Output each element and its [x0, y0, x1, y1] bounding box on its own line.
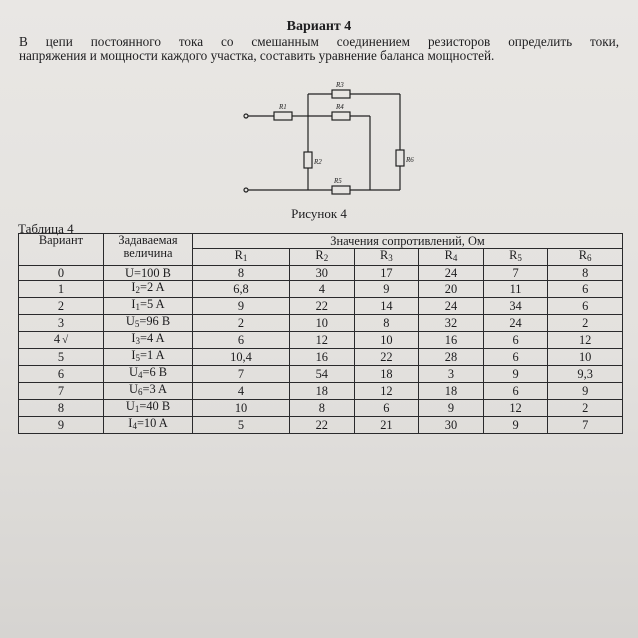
header-r4: $R_4$	[419, 249, 484, 266]
terminal-top	[244, 114, 248, 118]
resistor-r1	[274, 112, 292, 120]
cell-r5: 6	[483, 332, 548, 349]
cell-given: $I_3=4$ A	[104, 332, 193, 349]
cell-variant: 9	[19, 417, 104, 434]
task-line-2: напряжения и мощности каждого участка, составить уравнение баланса мощностей.	[19, 48, 495, 63]
cell-r5: 12	[483, 400, 548, 417]
cell-given: $I_2=2$ A	[104, 281, 193, 298]
cell-r5: 34	[483, 298, 548, 315]
cell-variant: 7	[19, 383, 104, 400]
cell-r4: 30	[419, 417, 484, 434]
cell-r6: 10	[548, 349, 623, 366]
cell-r1: 5	[193, 417, 290, 434]
cell-r6: 6	[548, 281, 623, 298]
table-row	[19, 366, 623, 383]
cell-r5: 24	[483, 315, 548, 332]
cell-r2: 22	[290, 298, 355, 315]
cell-r4: 24	[419, 266, 484, 281]
cell-r6: 12	[548, 332, 623, 349]
cell-r1: 6	[193, 332, 290, 349]
resistor-r6	[396, 150, 404, 166]
cell-r1: 8	[193, 266, 290, 281]
header-r3: $R_3$	[354, 249, 419, 266]
header-variant: Вариант	[19, 234, 104, 266]
cell-r1: 4	[193, 383, 290, 400]
cell-variant: 4 √	[19, 332, 104, 349]
cell-r2: 16	[290, 349, 355, 366]
cell-r5: 7	[483, 266, 548, 281]
cell-given: $I_5=1$ A	[104, 349, 193, 366]
cell-r6: 9,3	[548, 366, 623, 383]
cell-r3: 10	[354, 332, 419, 349]
cell-r5: 9	[483, 366, 548, 383]
variants-table	[18, 233, 623, 434]
label-r2: R2	[314, 158, 322, 166]
cell-given: $I_4=10$ A	[104, 417, 193, 434]
cell-r3: 17	[354, 266, 419, 281]
label-r1: R1	[279, 103, 287, 111]
cell-given: $I_1=5$ A	[104, 298, 193, 315]
check-mark: √	[62, 334, 69, 346]
cell-r2: 22	[290, 417, 355, 434]
cell-variant: 8	[19, 400, 104, 417]
table-caption: Таблица 4	[18, 221, 74, 236]
label-r5: R5	[334, 177, 342, 185]
cell-r3: 8	[354, 315, 419, 332]
cell-r1: 10,4	[193, 349, 290, 366]
cell-r2: 4	[290, 281, 355, 298]
cell-r1: 6,8	[193, 281, 290, 298]
cell-r3: 22	[354, 349, 419, 366]
resistor-r2	[304, 152, 312, 168]
cell-r5: 6	[483, 383, 548, 400]
cell-r3: 12	[354, 383, 419, 400]
label-r3: R3	[336, 81, 344, 89]
cell-r5: 6	[483, 349, 548, 366]
cell-given: $U_5=96$ B	[104, 315, 193, 332]
cell-r1: 9	[193, 298, 290, 315]
task-line-1: В цепи постоянного тока со смешанным соединением резисторов определить токи,	[19, 34, 619, 49]
circuit-diagram	[230, 72, 430, 202]
table-row	[19, 332, 623, 349]
cell-r2: 8	[290, 400, 355, 417]
cell-variant: 5	[19, 349, 104, 366]
header-given: Задаваемая величина	[104, 234, 193, 266]
cell-r3: 6	[354, 400, 419, 417]
cell-r4: 24	[419, 298, 484, 315]
cell-given: U=100 B	[104, 266, 193, 281]
cell-given: $U_1=40$ B	[104, 400, 193, 417]
terminal-bottom	[244, 188, 248, 192]
cell-r4: 18	[419, 383, 484, 400]
cell-r3: 14	[354, 298, 419, 315]
table-row	[19, 383, 623, 400]
cell-r2: 54	[290, 366, 355, 383]
cell-r6: 7	[548, 417, 623, 434]
table-row	[19, 400, 623, 417]
cell-variant: 3	[19, 315, 104, 332]
page-title: Вариант 4	[286, 19, 352, 34]
header-r1: $R_1$	[193, 249, 290, 266]
cell-r3: 21	[354, 417, 419, 434]
cell-r2: 30	[290, 266, 355, 281]
table-row	[19, 349, 623, 366]
cell-r6: 9	[548, 383, 623, 400]
cell-r4: 3	[419, 366, 484, 383]
cell-r3: 18	[354, 366, 419, 383]
cell-r6: 2	[548, 315, 623, 332]
header-resistances: Значения сопротивлений, Ом	[193, 234, 623, 249]
cell-variant: 2	[19, 298, 104, 315]
cell-r4: 28	[419, 349, 484, 366]
table-row	[19, 417, 623, 434]
cell-r2: 12	[290, 332, 355, 349]
cell-r4: 32	[419, 315, 484, 332]
figure-caption: Рисунок 4	[291, 206, 347, 221]
cell-variant: 0	[19, 266, 104, 281]
cell-r4: 20	[419, 281, 484, 298]
header-r5: $R_5$	[483, 249, 548, 266]
table-row	[19, 315, 623, 332]
cell-variant: 6	[19, 366, 104, 383]
cell-r1: 2	[193, 315, 290, 332]
task-text	[19, 35, 619, 63]
table-body	[19, 266, 623, 434]
resistor-r3	[332, 90, 350, 98]
cell-r4: 9	[419, 400, 484, 417]
cell-r3: 9	[354, 281, 419, 298]
header-r6: $R_6$	[548, 249, 623, 266]
table-row	[19, 266, 623, 281]
cell-given: $U_6=3$ A	[104, 383, 193, 400]
cell-r5: 9	[483, 417, 548, 434]
cell-r1: 7	[193, 366, 290, 383]
cell-r1: 10	[193, 400, 290, 417]
cell-r6: 6	[548, 298, 623, 315]
table-header-row	[19, 234, 623, 249]
label-r6: R6	[406, 156, 414, 164]
cell-r2: 18	[290, 383, 355, 400]
header-r2: $R_2$	[290, 249, 355, 266]
cell-r5: 11	[483, 281, 548, 298]
cell-r6: 8	[548, 266, 623, 281]
table-row	[19, 281, 623, 298]
cell-r2: 10	[290, 315, 355, 332]
resistor-r4	[332, 112, 350, 120]
cell-r4: 16	[419, 332, 484, 349]
resistor-r5	[332, 186, 350, 194]
cell-r6: 2	[548, 400, 623, 417]
table-row	[19, 298, 623, 315]
label-r4: R4	[336, 103, 344, 111]
cell-variant: 1	[19, 281, 104, 298]
cell-given: $U_4=6$ B	[104, 366, 193, 383]
